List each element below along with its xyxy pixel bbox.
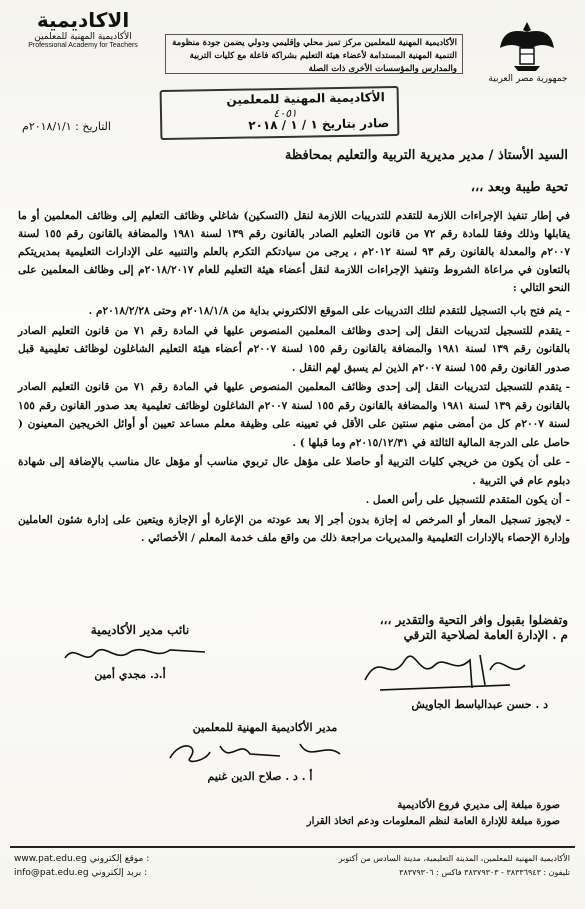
conditions-list	[18, 302, 570, 549]
signatory-title-center: مدير الأكاديمية المهنية للمعلمين	[192, 721, 338, 734]
footer-address	[260, 852, 570, 880]
logo-english-name: Professional Academy for Teachers	[28, 42, 138, 49]
footer-contacts	[14, 852, 174, 880]
list-item: -لايجوز تسجيل المعار أو المرخص له إجازة بدون أجر إلا بعد عودته من الإعارة أو الإجازة ويتعين على إدارة شئون العاملين وإدارة الإحصاء بالإدارات التعليمية والمديريات مراجعة ذلك من واقع ملف خدمة المعلم / الأخصائي .	[18, 513, 570, 544]
email-label: بريد إلكتروني :	[91, 868, 148, 878]
website-value: www.pat.edu.eg	[14, 854, 87, 864]
signatory-title-right: م . الإدارة العامة لصلاحية الترقي	[403, 628, 568, 642]
phone-line: تليفون : ٣٨٣٣٦٩٤٣ - ٣٨٣٧٩٣٠٣ فاكس : ٣٨٣٧٩٣٠٦	[399, 868, 570, 877]
egypt-eagle-emblem	[498, 18, 556, 74]
list-item: -أن يكون المتقدم للتسجيل على رأس العمل .	[365, 494, 570, 506]
stamp-number: ٤٠٥١	[273, 106, 298, 121]
list-item: -يتم فتح باب التسجيل للتقدم لتلك التدريبات على الموقع الالكتروني بداية من ٢٠١٨/١/٨م وحتى ٢٠١٨/٢/٢٨م .	[88, 305, 570, 317]
addressee: السيد الأستاذ / مدير مديرية التربية والتعليم بمحافظة	[284, 148, 568, 163]
list-item: -يتقدم للتسجيل لتدريبات النقل إلى إحدى وظائف المعلمين المنصوص عليها في المادة رقم ٧١ من قانون التعليم الصادر بالقانون رقم ١٣٩ لسنة ١٩٨١ والمضافة بالقانون رقم ١٥٥ لسنة ٢٠٠٧م الشاغلون لوظائف تعليمية بعد صدور القانون رقم ١٥٥ لسنة ٢٠٠٧م كل من أمضى منهم سنتين على الأقل في تعيينه على وظيفة معلم مساعد تعيين أو أوائل الخريجين المعينون ( حاصل على الدرجة المالية الثالثة في ٢٠١٥/١٢/٣١م وما قبلها ) .	[18, 381, 571, 449]
stamp-title: الأكاديمية المهنية للمعلمين	[226, 90, 385, 107]
country-name: جمهورية مصر العربية	[488, 74, 568, 84]
signature-right	[360, 640, 530, 695]
website-label: موقع إلكتروني :	[89, 854, 150, 864]
signatory-name-right: د . حسن عبدالباسط الجاويش	[411, 698, 548, 711]
list-item: -على أن يكون من خريجي كليات التربية أو حاصلا على مؤهل عال تربوي مناسب أو مؤهل عال مناسب بالإضافة إلى شهادة دبلوم عام في التربية .	[18, 456, 570, 487]
address-line: الأكاديمية المهنية للمعلمين، المدينة التعليمية، مدينة السادس من أكتوبر	[338, 854, 570, 863]
signatory-name-left: أ.د. مجدي أمين	[94, 668, 166, 681]
signature-left	[60, 638, 210, 670]
copies-list	[160, 798, 560, 830]
closing-line: وتفضلوا بقبول وافر التحية والتقدير ،،،	[379, 613, 568, 627]
signatory-title-left: نائب مدير الأكاديمية	[90, 623, 190, 637]
signature-center	[160, 734, 360, 770]
footer-divider	[10, 846, 575, 848]
copy-line: صورة مبلغة إلى مديري فروع الأكاديمية	[397, 800, 560, 811]
signatory-name-center: أ . د . صلاح الدين غنيم	[207, 770, 313, 783]
issued-stamp	[160, 86, 400, 140]
copy-line: صورة مبلغة للإدارة العامة لنظم المعلومات ودعم اتخاذ القرار	[306, 816, 560, 827]
list-item: -يتقدم للتسجيل لتدريبات النقل إلى إحدى وظائف المعلمين المنصوص عليها في المادة رقم ٧١ من قانون التعليم الصادر بالقانون رقم ١٣٩ لسنة ١٩٨١ والمضافة بالقانون رقم ١٥٥ لسنة ٢٠٠٧م أعضاء هيئة التعليم الشاغلون لوظائف تعليمية قبل صدور القانون رقم ١٥٥ لسنة ٢٠٠٧م الذين لم يسبق لهم النقل .	[18, 324, 571, 374]
logo-arabic-name: الأكاديمية المهنية للمعلمين	[34, 32, 132, 42]
email-value: info@pat.edu.eg	[14, 868, 89, 878]
academy-motto-box: الأكاديمية المهنية للمعلمين مركز تميز محلي وإقليمي ودولي يضمن جودة منظومة التنمية المهنية المستدامة لأعضاء هيئة التعليم بشراكة فاعلة مع كليات التربية والمدارس والمؤسسات الأخرى ذات الصلة	[165, 34, 463, 74]
stamp-date: صادر بتاريخ ١ / ١ / ٢٠١٨	[248, 116, 390, 133]
academy-logo	[8, 8, 158, 62]
body-paragraph: في إطار تنفيذ الإجراءات اللازمة للتقدم للتدريبات اللازمة لنقل (التسكين) شاغلي وظائف التعليم إلى وظائف المعلمين أو ما يقابلها وذلك وفقا للمادة رقم ٧٢ من قانون التعليم الصادر بالقانون رقم ١٣٩ لسنة ١٩٨١ والمضافة بالقانون رقم ١٥٥ لسنة ٢٠٠٧م والمعدلة بالقانون رقم ٩٣ لسنة ٢٠١٢م ، يرجى من سيادتكم التكرم بالعلم والتنبيه على الإدارات التعليمية بمديريتكم بالتعاون في مراعاة الشروط وتنفيذ الإجراءات اللازمة لنقل أعضاء هيئة التعليم للعام ٢٠١٨/٢٠١٧م إلى وظائف المعلمين على النحو التالي :	[18, 210, 570, 294]
letter-date: التاريخ : ٢٠١٨/١/١م	[22, 120, 111, 133]
logo-mark: الاكاديمية	[36, 8, 130, 32]
greeting: تحية طيبة وبعد ،،،	[470, 180, 568, 195]
